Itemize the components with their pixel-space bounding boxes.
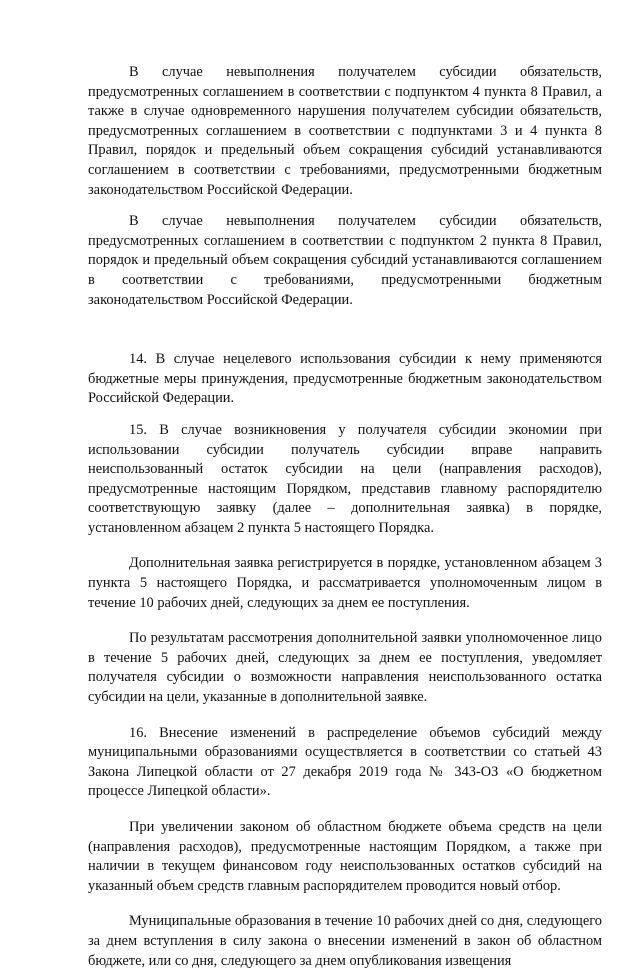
paragraph-review-results: По результатам рассмотрения дополнительной заявки уполномоченное лицо в течение 5 рабочих дней, следующих за днем ее поступления, уведомляет получателя субсидии о возможности направления неиспользованного остатка субсидии на цели, указанные в дополнительной заявке. [88, 630, 602, 706]
paragraph-reduction-clause-2: В случае невыполнения получателем субсидии обязательств, предусмотренных соглашением в соответствии с подпунктом 2 пункта 8 Правил, порядок и предельный объем сокращения субсидий устанавливаются соглашением в соответствии с требованиями, предусмотренными бюджетным законодательством Российской Федерации. [88, 213, 602, 308]
paragraph-additional-application: Дополнительная заявка регистрируется в порядке, установленном абзацем 3 пункта 5 настоящего Порядка, и рассматривается уполномоченным лицом в течение 10 рабочих дней, следующих за днем ее поступления. [88, 555, 602, 611]
paragraph-item-15: 15. В случае возникновения у получателя субсидии экономии при использовании субсидии получатель субсидии вправе направить неиспользованный остаток субсидии на цели (направления расходов), предусмотренные настоящим Порядком, представив главному распорядителю соответствующую заявку (далее – дополнительная заявка) в порядке, установленном абзацем 2 пункта 5 настоящего Порядка. [88, 421, 602, 536]
paragraph-budget-increase: При увеличении законом об областном бюджете объема средств на цели (направления расходов), предусмотренные настоящим Порядком, а также при наличии в текущем финансовом году неиспользованных остатков субсидий на указанный объем средств главным распорядителем проводится новый отбор. [88, 819, 602, 894]
paragraph-municipalities: Муниципальные образования в течение 10 рабочих дней со дня, следующего за днем вступления в силу закона о внесении изменений в закон об областном бюджете, или со дня, следующего за днем опубликования извещения [88, 913, 602, 969]
paragraph-item-14: 14. В случае нецелевого использования субсидии к нему применяются бюджетные меры принуждения, предусмотренные бюджетным законодательством Российской Федерации. [88, 351, 602, 407]
paragraph-reduction-clause-4: В случае невыполнения получателем субсидии обязательств, предусмотренных соглашением в соответствии с подпунктом 4 пункта 8 Правил, а также в случае одновременного нарушения получателем субсидии обязательств, предусмотренных соглашением в соответствии с подпунктами 3 и 4 пункта 8 Правил, порядок и предельный объем сокращения субсидий устанавливаются соглашением в соответствии с требованиями, предусмотренными бюджетным законодательством Российской Федерации. [88, 64, 602, 198]
paragraph-item-16: 16. Внесение изменений в распределение объемов субсидий между муниципальными образованиями осуществляется в соответствии со статьей 43 Закона Липецкой области от 27 декабря 2019 года № 343-ОЗ «О бюджетном процессе Липецкой области». [88, 724, 602, 800]
